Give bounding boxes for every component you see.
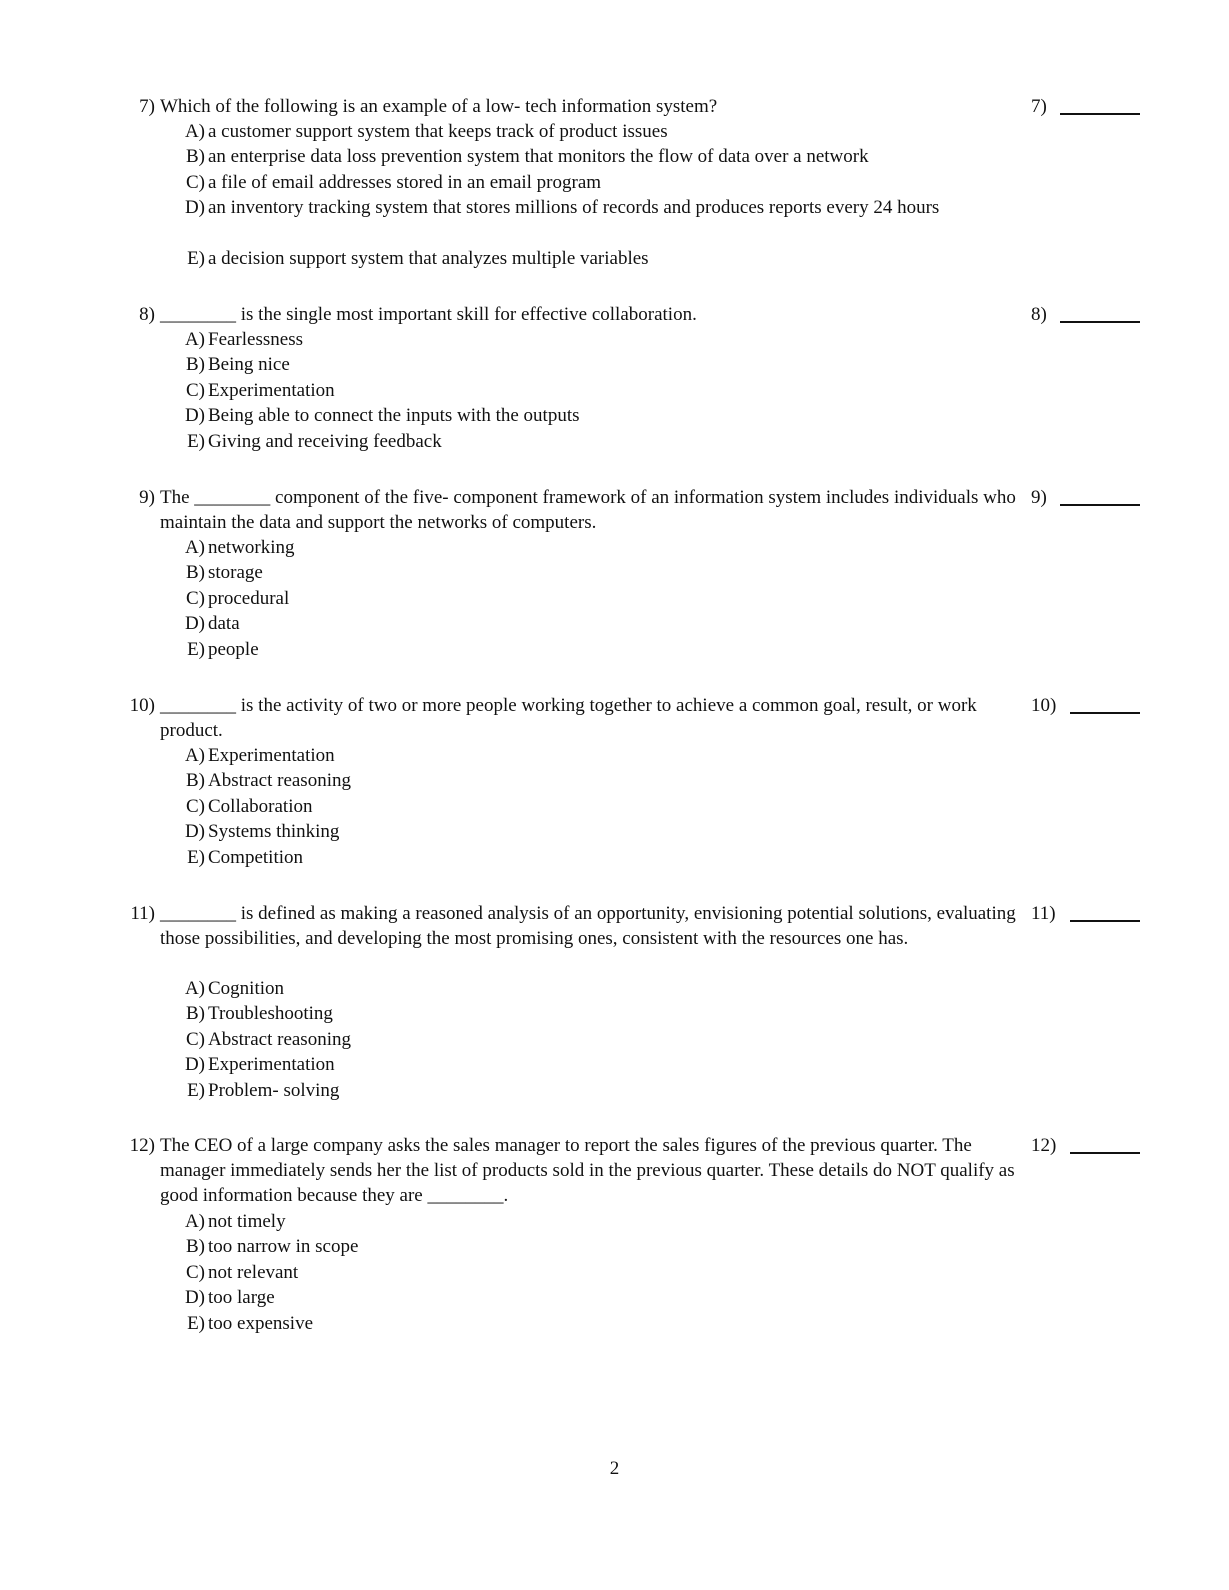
option-a[interactable]: [0, 327, 1229, 352]
option-text: a customer support system that keeps track of product issues: [208, 121, 668, 142]
question-stem: ________ is the activity of two or more people working together to achieve a common goal, result, or work product.: [160, 695, 977, 741]
page-number: 2: [609, 1458, 620, 1479]
question-number: 11): [130, 903, 155, 924]
option-letter: D): [184, 613, 205, 635]
question-number: 10): [129, 695, 155, 716]
option-text: not timely: [208, 1211, 286, 1232]
answer-blank[interactable]: [1060, 504, 1140, 506]
option-letter: B): [186, 770, 205, 792]
option-letter: E): [187, 638, 205, 660]
option-text: a file of email addresses stored in an email program: [208, 171, 602, 193]
option-letter: A): [184, 121, 205, 142]
option-list: [0, 1209, 1229, 1336]
option-text: Cognition: [208, 978, 285, 999]
option-e[interactable]: [0, 1311, 1229, 1336]
option-e[interactable]: [0, 246, 1229, 271]
option-a[interactable]: [0, 1209, 1229, 1234]
option-a[interactable]: [0, 743, 1229, 768]
option-letter: C): [186, 587, 205, 609]
question-stem: ________ is defined as making a reasoned analysis of an opportunity, envisioning potential solutions, evaluating those possibilities, and developing the most promising ones, consistent with the resources one has.: [160, 903, 1016, 949]
answer-blank[interactable]: [1070, 712, 1140, 714]
option-c[interactable]: [0, 378, 1229, 403]
answer-number: 10): [1031, 695, 1057, 716]
option-d[interactable]: [0, 819, 1229, 844]
option-letter: E): [187, 1312, 205, 1334]
option-b[interactable]: [0, 1001, 1229, 1026]
answer-blank[interactable]: [1070, 1152, 1140, 1154]
option-letter: D): [184, 1287, 205, 1309]
question-number: 12): [129, 1135, 155, 1156]
option-text: networking: [208, 537, 295, 558]
option-list: [0, 535, 1229, 662]
option-text: an enterprise data loss prevention system that monitors the flow of data over a network: [208, 146, 869, 168]
question-stem: Which of the following is an example of a low- tech information system?: [160, 96, 718, 117]
option-text: Being able to connect the inputs with the outputs: [208, 405, 580, 427]
option-text: Abstract reasoning: [208, 1028, 351, 1050]
option-b[interactable]: [0, 1234, 1229, 1259]
option-letter: C): [186, 795, 205, 817]
option-c[interactable]: [0, 794, 1229, 819]
option-letter: C): [186, 1028, 205, 1050]
option-list: [0, 976, 1229, 1103]
option-list: [0, 119, 1229, 271]
option-c[interactable]: [0, 1260, 1229, 1285]
option-a[interactable]: [0, 535, 1229, 560]
option-b[interactable]: [0, 768, 1229, 793]
option-letter: B): [186, 1003, 205, 1025]
option-letter: C): [186, 379, 205, 401]
option-text: an inventory tracking system that stores millions of records and produces reports every 24 hours: [208, 197, 940, 219]
option-letter: D): [184, 1054, 205, 1076]
option-text: not relevant: [208, 1261, 299, 1283]
option-text: too expensive: [208, 1312, 314, 1334]
option-text: Experimentation: [208, 379, 335, 401]
option-letter: C): [186, 171, 205, 193]
answer-blank[interactable]: [1060, 113, 1140, 115]
question-stem: The CEO of a large company asks the sales manager to report the sales figures of the previous quarter. The manager immediately sends her the list of products sold in the previous quarter. These details do NOT qualify as good information because they are ________.: [160, 1135, 1015, 1206]
question-stem: ________ is the single most important skill for effective collaboration.: [160, 304, 697, 325]
option-letter: E): [187, 846, 205, 868]
option-text: Experimentation: [208, 1054, 335, 1076]
option-text: Experimentation: [208, 745, 335, 766]
option-e[interactable]: [0, 1078, 1229, 1103]
option-text: Being nice: [208, 354, 290, 376]
option-e[interactable]: [0, 637, 1229, 662]
answer-number: 11): [1031, 903, 1056, 924]
option-text: Troubleshooting: [208, 1003, 333, 1025]
question-stem: The ________ component of the five- component framework of an information system includes individuals who maintain the data and support the networks of computers.: [160, 487, 1016, 533]
option-letter: A): [184, 978, 205, 999]
option-d[interactable]: [0, 403, 1229, 428]
option-d[interactable]: [0, 1285, 1229, 1310]
option-b[interactable]: [0, 352, 1229, 377]
option-letter: A): [184, 1211, 205, 1232]
option-letter: A): [184, 745, 205, 766]
question-number: 9): [139, 487, 155, 508]
option-d[interactable]: [0, 195, 1229, 246]
answer-number: 9): [1031, 487, 1047, 508]
option-text: Giving and receiving feedback: [208, 430, 442, 452]
answer-number: 7): [1031, 96, 1047, 117]
option-letter: E): [187, 430, 205, 452]
option-letter: E): [187, 247, 205, 269]
option-c[interactable]: [0, 1027, 1229, 1052]
option-letter: B): [186, 1236, 205, 1258]
question-number: 7): [139, 96, 155, 117]
option-c[interactable]: [0, 170, 1229, 195]
option-letter: B): [186, 562, 205, 584]
option-e[interactable]: [0, 429, 1229, 454]
option-text: Competition: [208, 846, 303, 868]
option-d[interactable]: [0, 611, 1229, 636]
option-text: Fearlessness: [208, 329, 303, 350]
option-text: people: [208, 638, 259, 660]
option-text: storage: [208, 562, 263, 584]
option-letter: D): [184, 821, 205, 843]
option-b[interactable]: [0, 560, 1229, 585]
option-letter: B): [186, 146, 205, 168]
option-a[interactable]: [0, 119, 1229, 144]
option-list: [0, 327, 1229, 454]
option-letter: D): [184, 405, 205, 427]
option-text: Problem- solving: [208, 1079, 340, 1101]
option-letter: B): [186, 354, 205, 376]
option-letter: C): [186, 1261, 205, 1283]
option-d[interactable]: [0, 1052, 1229, 1077]
answer-blank[interactable]: [1070, 920, 1140, 922]
option-text: data: [208, 613, 240, 635]
option-letter: A): [184, 537, 205, 558]
option-text: too narrow in scope: [208, 1236, 359, 1258]
option-letter: E): [187, 1079, 205, 1101]
option-b[interactable]: [0, 144, 1229, 169]
option-text: Collaboration: [208, 795, 313, 817]
answer-number: 8): [1031, 304, 1047, 325]
answer-blank[interactable]: [1060, 321, 1140, 323]
option-text: procedural: [208, 587, 290, 609]
option-text: Abstract reasoning: [208, 770, 351, 792]
option-c[interactable]: [0, 586, 1229, 611]
option-list: [0, 743, 1229, 870]
question-number: 8): [139, 304, 155, 325]
option-a[interactable]: [0, 976, 1229, 1001]
option-letter: A): [184, 329, 205, 350]
option-e[interactable]: [0, 845, 1229, 870]
option-text: too large: [208, 1287, 275, 1309]
option-text: Systems thinking: [208, 821, 340, 843]
answer-number: 12): [1031, 1135, 1057, 1156]
option-letter: D): [184, 197, 205, 219]
option-text: a decision support system that analyzes multiple variables: [208, 247, 649, 269]
